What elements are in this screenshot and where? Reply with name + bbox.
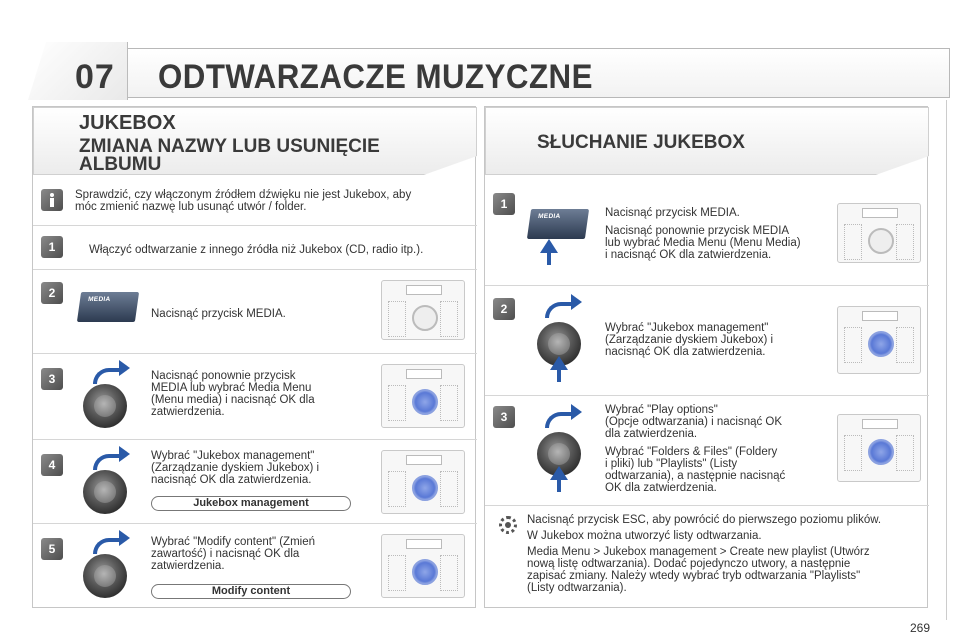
press-arrow-stem bbox=[547, 251, 551, 265]
knob-center bbox=[548, 333, 570, 355]
step-number-badge: 3 bbox=[493, 406, 515, 428]
step-text-line: i pliki) lub "Playlists" (Listy bbox=[605, 458, 738, 470]
settings-gear-icon bbox=[499, 516, 517, 534]
radio-unit-image bbox=[381, 450, 465, 514]
radio-unit-image bbox=[381, 534, 465, 598]
step-number-badge: 4 bbox=[41, 454, 63, 476]
step-text-line: Nacisnąć ponownie przycisk bbox=[151, 370, 296, 382]
note-line: (Listy odtwarzania). bbox=[527, 582, 627, 594]
radio-unit-image bbox=[837, 414, 921, 482]
radio-unit-image bbox=[381, 364, 465, 428]
knob-center bbox=[94, 395, 116, 417]
note-line: Nacisnąć przycisk ESC, aby powrócić do pierwszego poziomu plików. bbox=[527, 514, 882, 526]
step-text: Włączyć odtwarzanie z innego źródła niż Jukebox (CD, radio itp.). bbox=[89, 244, 424, 256]
step-text-line: Wybrać "Folders & Files" (Foldery bbox=[605, 446, 778, 458]
radio-unit-image bbox=[381, 280, 465, 340]
section-title: SŁUCHANIE JUKEBOX bbox=[537, 132, 745, 153]
media-button-label: MEDIA bbox=[537, 213, 561, 220]
radio-dial-highlighted bbox=[868, 439, 894, 465]
radio-dial bbox=[412, 305, 438, 331]
rotate-arrow-head bbox=[571, 294, 582, 310]
radio-dial-highlighted bbox=[412, 475, 438, 501]
step-text-line: Wybrać "Modify content" (Zmień bbox=[151, 536, 315, 548]
radio-screen bbox=[406, 539, 442, 549]
step-text-line: (Zarządzanie dyskiem Jukebox) i bbox=[151, 462, 320, 474]
note-line: W Jukebox można utworzyć listy odtwarzania. bbox=[527, 530, 762, 542]
radio-keys bbox=[896, 435, 914, 471]
radio-keys bbox=[896, 327, 914, 363]
step-number-badge: 1 bbox=[493, 193, 515, 215]
step-number-badge: 1 bbox=[41, 236, 63, 258]
knob-center bbox=[94, 565, 116, 587]
info-icon bbox=[41, 189, 63, 211]
knob-icon bbox=[83, 384, 127, 428]
step-text-line: nacisnąć OK dla zatwierdzenia. bbox=[605, 346, 766, 358]
radio-screen bbox=[862, 311, 898, 321]
step-text-line: zatwierdzenia. bbox=[151, 560, 225, 572]
step-text-line: i nacisnąć OK dla zatwierdzenia. bbox=[605, 249, 772, 261]
radio-keys bbox=[844, 224, 862, 260]
radio-keys bbox=[440, 301, 458, 337]
step-text-line: (Zarządzanie dyskiem Jukebox) i bbox=[605, 334, 774, 346]
step-number-badge: 2 bbox=[41, 282, 63, 304]
media-button bbox=[527, 209, 589, 239]
radio-keys bbox=[440, 471, 458, 507]
note-line: Media Menu > Jukebox management > Create new playlist (Utwórz bbox=[527, 546, 870, 558]
left-step-2 bbox=[33, 269, 477, 353]
step-text-line: OK dla zatwierdzenia. bbox=[605, 482, 717, 494]
step-text-line: MEDIA lub wybrać Media Menu bbox=[151, 382, 312, 394]
section-subtitle-1: ZMIANA NAZWY LUB USUNIĘCIE bbox=[79, 136, 380, 157]
right-note bbox=[485, 505, 929, 607]
press-arrow-stem bbox=[557, 478, 561, 492]
left-step-1 bbox=[33, 225, 477, 269]
step-text-line: (Opcje odtwarzania) i nacisnąć OK bbox=[605, 416, 783, 428]
step-text-line: zawartość) i nacisnąć OK dla bbox=[151, 548, 300, 560]
media-button-label: MEDIA bbox=[87, 296, 111, 303]
note-line: zapisać zmiany. Należy wtedy wybrać tryb odtwarzania "Playlists" bbox=[527, 570, 861, 582]
step-text-line: Wybrać "Jukebox management" bbox=[151, 450, 315, 462]
note-line: nową listę odtwarzania). Dodać pojedynczo utwory, a następnie bbox=[527, 558, 851, 570]
radio-screen bbox=[406, 285, 442, 295]
menu-label-pill: Jukebox management bbox=[151, 496, 351, 511]
right-step-2 bbox=[485, 285, 929, 395]
radio-unit-image bbox=[837, 203, 921, 263]
right-step-3 bbox=[485, 395, 929, 505]
left-step-3 bbox=[33, 353, 477, 439]
step-number-badge: 3 bbox=[41, 368, 63, 390]
radio-screen bbox=[406, 369, 442, 379]
step-text-line: Wybrać "Jukebox management" bbox=[605, 322, 769, 334]
left-panel bbox=[32, 106, 476, 608]
step-text: Nacisnąć przycisk MEDIA. bbox=[151, 308, 286, 320]
knob-icon bbox=[83, 554, 127, 598]
divider bbox=[946, 100, 947, 620]
radio-keys bbox=[388, 385, 406, 421]
step-text-line: Nacisnąć przycisk MEDIA. bbox=[605, 207, 740, 219]
radio-dial-highlighted bbox=[412, 389, 438, 415]
right-step-1 bbox=[485, 181, 929, 285]
menu-label-pill: Modify content bbox=[151, 584, 351, 599]
radio-screen bbox=[406, 455, 442, 465]
left-step-5 bbox=[33, 523, 477, 607]
chapter-title: ODTWARZACZE MUZYCZNE bbox=[158, 58, 593, 96]
radio-keys bbox=[440, 555, 458, 591]
press-arrow-icon bbox=[540, 239, 558, 253]
info-row bbox=[33, 181, 477, 225]
radio-keys bbox=[844, 435, 862, 471]
info-text-1: Sprawdzić, czy włączonym źródłem dźwięku nie jest Jukebox, aby bbox=[75, 189, 412, 201]
step-text-line: Nacisnąć ponownie przycisk MEDIA bbox=[605, 225, 790, 237]
knob-center bbox=[94, 481, 116, 503]
page-number: 269 bbox=[909, 621, 930, 635]
rotate-arrow-head bbox=[119, 360, 130, 376]
radio-dial-highlighted bbox=[868, 331, 894, 357]
step-text-line: nacisnąć OK dla zatwierdzenia. bbox=[151, 474, 312, 486]
chapter-number: 07 bbox=[75, 58, 115, 96]
info-text-2: móc zmienić nazwę lub usunąć utwór / folder. bbox=[75, 201, 307, 213]
radio-keys bbox=[388, 471, 406, 507]
radio-screen bbox=[862, 419, 898, 429]
step-text-line: dla zatwierdzenia. bbox=[605, 428, 698, 440]
step-number-badge: 5 bbox=[41, 538, 63, 560]
radio-keys bbox=[844, 327, 862, 363]
radio-screen bbox=[862, 208, 898, 218]
rotate-arrow-head bbox=[119, 446, 130, 462]
rotate-arrow-head bbox=[119, 530, 130, 546]
radio-dial-highlighted bbox=[412, 559, 438, 585]
step-text-line: lub wybrać Media Menu (Menu Media) bbox=[605, 237, 801, 249]
radio-keys bbox=[388, 301, 406, 337]
step-number-badge: 2 bbox=[493, 298, 515, 320]
step-text-line: odtwarzania), a następnie nacisnąć bbox=[605, 470, 786, 482]
media-button bbox=[77, 292, 139, 322]
step-text-line: zatwierdzenia. bbox=[151, 406, 225, 418]
step-text-line: Wybrać "Play options" bbox=[605, 404, 718, 416]
chapter-header bbox=[28, 42, 958, 100]
section-title: JUKEBOX bbox=[79, 112, 176, 134]
radio-unit-image bbox=[837, 306, 921, 374]
right-panel bbox=[484, 106, 928, 608]
press-arrow-stem bbox=[557, 368, 561, 382]
step-text-line: (Menu media) i nacisnąć OK dla bbox=[151, 394, 315, 406]
rotate-arrow-head bbox=[571, 404, 582, 420]
knob-center bbox=[548, 443, 570, 465]
section-subtitle-2: ALBUMU bbox=[79, 154, 162, 175]
knob-icon bbox=[83, 470, 127, 514]
radio-keys bbox=[440, 385, 458, 421]
radio-keys bbox=[896, 224, 914, 260]
left-step-4 bbox=[33, 439, 477, 523]
radio-dial bbox=[868, 228, 894, 254]
radio-keys bbox=[388, 555, 406, 591]
